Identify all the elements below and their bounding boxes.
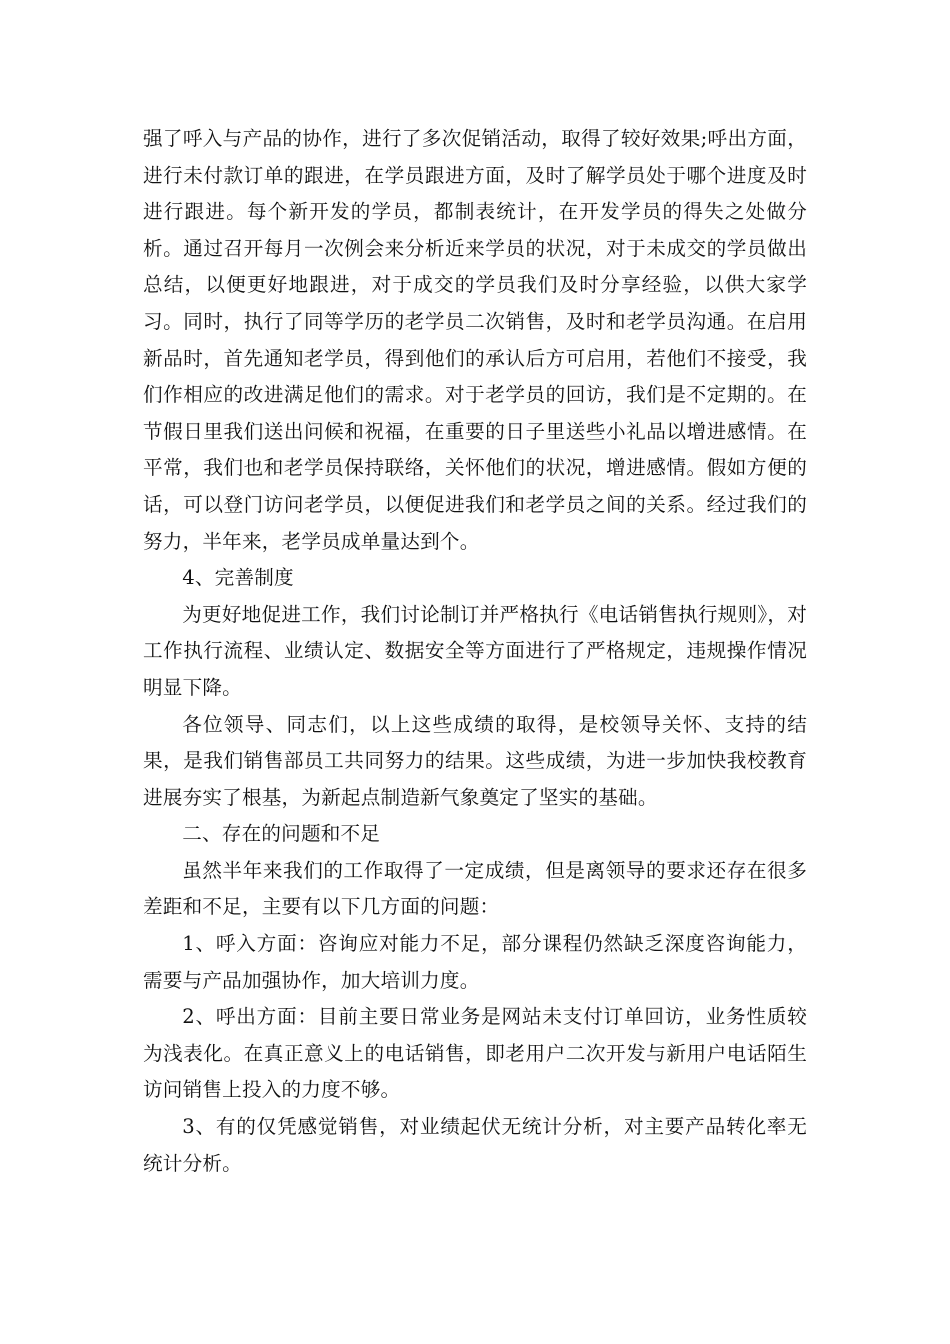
paragraph-problem-inbound: 1、呼入方面：咨询应对能力不足，部分课程仍然缺乏深度咨询能力，需要与产品加强协作，加大培训力度。	[143, 932, 807, 992]
paragraph-continuation: 强了呼入与产品的协作，进行了多次促销活动，取得了较好效果;呼出方面，进行未付款订单的跟进，在学员跟进方面，及时了解学员处于哪个进度及时进行跟进。每个新开发的学员，都制表统计，在开发学员的得失之处做分析。通过召开每月一次例会来分析近来学员的状况，对于未成交的学员做出总结，以便更好地跟进，对于成交的学员我们及时分享经验，以供大家学习。同时，执行了同等学历的老学员二次销售，及时和老学员沟通。在启用新品时，首先通知老学员，得到他们的承认后方可启用，若他们不接受，我们作相应的改进满足他们的需求。对于老学员的回访，我们是不定期的。在节假日里我们送出问候和祝福，在重要的日子里送些小礼品以增进感情。在平常，我们也和老学员保持联络，关怀他们的状况，增进感情。假如方便的话，可以登门访问老学员，以便促进我们和老学员之间的关系。经过我们的努力，半年来，老学员成单量达到个。	[143, 127, 807, 553]
paragraph-rules: 为更好地促进工作，我们讨论制订并严格执行《电话销售执行规则》，对工作执行流程、业绩认定、数据安全等方面进行了严格规定，违规操作情况明显下降。	[143, 602, 807, 699]
paragraph-achievements: 各位领导、同志们，以上这些成绩的取得，是校领导关怀、支持的结果，是我们销售部员工共同努力的结果。这些成绩，为进一步加快我校教育进展夯实了根基，为新起点制造新气象奠定了坚实的基础。	[143, 712, 807, 809]
paragraph-problem-outbound: 2、呼出方面：目前主要日常业务是网站未支付订单回访，业务性质较为浅表化。在真正意义上的电话销售，即老用户二次开发与新用户电话陌生访问销售上投入的力度不够。	[143, 1005, 807, 1102]
paragraph-problem-analysis: 3、有的仅凭感觉销售，对业绩起伏无统计分析，对主要产品转化率无统计分析。	[143, 1115, 807, 1175]
document-page	[143, 121, 807, 1182]
paragraph-problems-intro: 虽然半年来我们的工作取得了一定成绩，但是离领导的要求还存在很多差距和不足，主要有以下几方面的问题：	[143, 858, 807, 919]
heading-improve-system: 4、完善制度	[182, 566, 294, 590]
heading-problems: 二、存在的问题和不足	[182, 822, 381, 846]
